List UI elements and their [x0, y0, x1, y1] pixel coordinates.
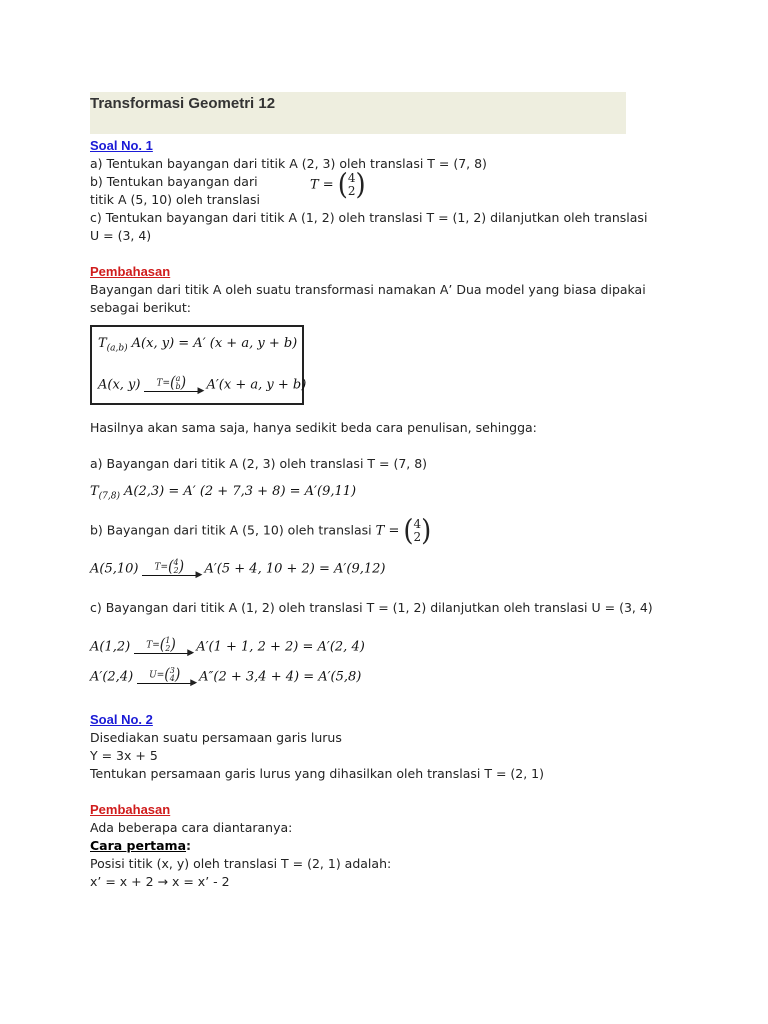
eq-a-T: T [90, 484, 99, 499]
eq-c1-lbl: T= [146, 640, 160, 651]
pb-column-vector: (4 2) [403, 514, 432, 548]
title-bar [90, 92, 626, 134]
arrow-label: T=(a b) [156, 374, 187, 392]
pembahasan-2-l1: Ada beberapa cara diantaranya: [90, 820, 293, 835]
eq-c1-arrow: T=(1 2) ▶ [134, 637, 192, 657]
page-title: Transformasi Geometri 12 [90, 95, 276, 112]
document [90, 92, 653, 891]
formula-box [90, 325, 307, 405]
eq-c2-top: 3 [169, 666, 175, 675]
eq-c2-lbl: U= [149, 670, 165, 681]
formula-line-1 [98, 335, 297, 354]
pembahasan-1-a: a) Bayangan dari titik A (2, 3) oleh translasi T = (7, 8) [90, 456, 428, 471]
equation-b [90, 559, 626, 589]
eq-b-bot: 2 [173, 566, 179, 575]
pembahasan-1-c: c) Bayangan dari titik A (1, 2) oleh translasi T = (1, 2) dilanjutkan oleh translasi U = (3, 4) [90, 600, 653, 615]
eq-a-rest: A(2,3) = A′ (2 + 7,3 + 8) = A′(9,11) [124, 484, 357, 499]
vector-lhs: T = [310, 177, 334, 193]
pembahasan-2-heading: Pembahasan [90, 802, 171, 817]
translation-arrow: T=(a b) ▶ [144, 375, 202, 395]
pembahasan-2-l2 [90, 837, 626, 855]
eq-b-lhs: A(5,10) [90, 561, 139, 577]
eq-b-lbl: T= [154, 562, 169, 573]
pembahasan-1-p2: sebagai berikut: [90, 300, 191, 315]
pembahasan-2-l4: x’ = x + 2 → x = x’ - 2 [90, 874, 230, 889]
eq-c2-lhs: A′(2,4) [90, 669, 134, 685]
pembahasan-1-heading: Pembahasan [90, 264, 171, 279]
vector-bottom: 2 [347, 184, 356, 198]
eq-a-sub: (7,8) [98, 491, 121, 502]
arrow-vec-top: a [175, 374, 181, 383]
formula-line-2 [98, 375, 306, 395]
soal-1-b-line1: b) Tentukan bayangan dari [90, 174, 258, 189]
soal-1-b-vector [310, 168, 366, 202]
eq-b-rhs: A′(5 + 4, 10 + 2) = A′(9,12) [204, 561, 386, 577]
pembahasan-1-p1: Bayangan dari titik A oleh suatu transformasi namakan A’ Dua model yang biasa dipakai [90, 282, 646, 297]
pembahasan-2-l3: Posisi titik (x, y) oleh translasi T = (2, 1) adalah: [90, 856, 392, 871]
equation-c2 [90, 667, 626, 697]
soal-2-link[interactable]: Soal No. 2 [90, 712, 153, 727]
eq-c2-arrow: U=(3 4) ▶ [137, 667, 195, 687]
soal-2-l2: Y = 3x + 5 [90, 748, 158, 763]
formula-line-2-rhs: A′(x + a, y + b) [206, 377, 307, 393]
formula-T-sub: (a,b) [106, 343, 128, 354]
cara-pertama-colon: : [186, 838, 192, 853]
eq-c1-lhs: A(1,2) [90, 639, 131, 655]
eq-b-top: 4 [173, 558, 179, 567]
soal-1-b [90, 168, 626, 209]
equation-c1 [90, 637, 626, 665]
pembahasan-1-b [90, 514, 626, 548]
eq-c2-arrow-label: U=(3 4) [149, 666, 181, 684]
pb-vector-lhs: T = [375, 523, 400, 539]
vector-top: 4 [347, 171, 356, 185]
equation-a [90, 483, 626, 509]
eq-c1-rhs: A′(1 + 1, 2 + 2) = A′(2, 4) [196, 639, 365, 655]
eq-c2-bot: 4 [169, 674, 175, 683]
formula-T: T [98, 336, 107, 351]
soal-1-b-line2: titik A (5, 10) oleh translasi [90, 192, 260, 207]
soal-1-a: a) Tentukan bayangan dari titik A (2, 3) oleh translasi T = (7, 8) [90, 156, 487, 171]
column-vector: (4 2) [337, 168, 366, 202]
arrow-vec-bot: b [175, 382, 181, 391]
pb-vec-top: 4 [413, 517, 422, 531]
soal-1-c-line1: c) Tentukan bayangan dari titik A (1, 2) oleh translasi T = (1, 2) dilanjutkan oleh translasi [90, 210, 648, 225]
eq-b-arrow-label: T=(4 2) [154, 558, 185, 576]
formula-line-1-rhs: A(x, y) = A′ (x + a, y + b) [131, 336, 298, 351]
eq-c1-bot: 2 [165, 644, 171, 653]
soal-2-l3: Tentukan persamaan garis lurus yang dihasilkan oleh translasi T = (2, 1) [90, 766, 544, 781]
soal-1-link[interactable]: Soal No. 1 [90, 138, 153, 153]
formula-line-2-lhs: A(x, y) [98, 377, 141, 393]
soal-2-l1: Disediakan suatu persamaan garis lurus [90, 730, 342, 745]
cara-pertama-label: Cara pertama [90, 838, 187, 853]
eq-c1-arrow-label: T=(1 2) [146, 636, 176, 654]
eq-c1-top: 1 [165, 636, 171, 645]
pb-vec-bot: 2 [413, 530, 422, 544]
arrow-label-text: T= [156, 378, 171, 389]
soal-1-c-line2: U = (3, 4) [90, 228, 152, 243]
eq-b-arrow: T=(4 2) ▶ [142, 559, 200, 579]
pembahasan-1-p3: Hasilnya akan sama saja, hanya sedikit beda cara penulisan, sehingga: [90, 420, 537, 435]
eq-c2-rhs: A″(2 + 3,4 + 4) = A′(5,8) [199, 669, 362, 685]
pembahasan-1-b-text: b) Bayangan dari titik A (5, 10) oleh translasi [90, 522, 372, 538]
